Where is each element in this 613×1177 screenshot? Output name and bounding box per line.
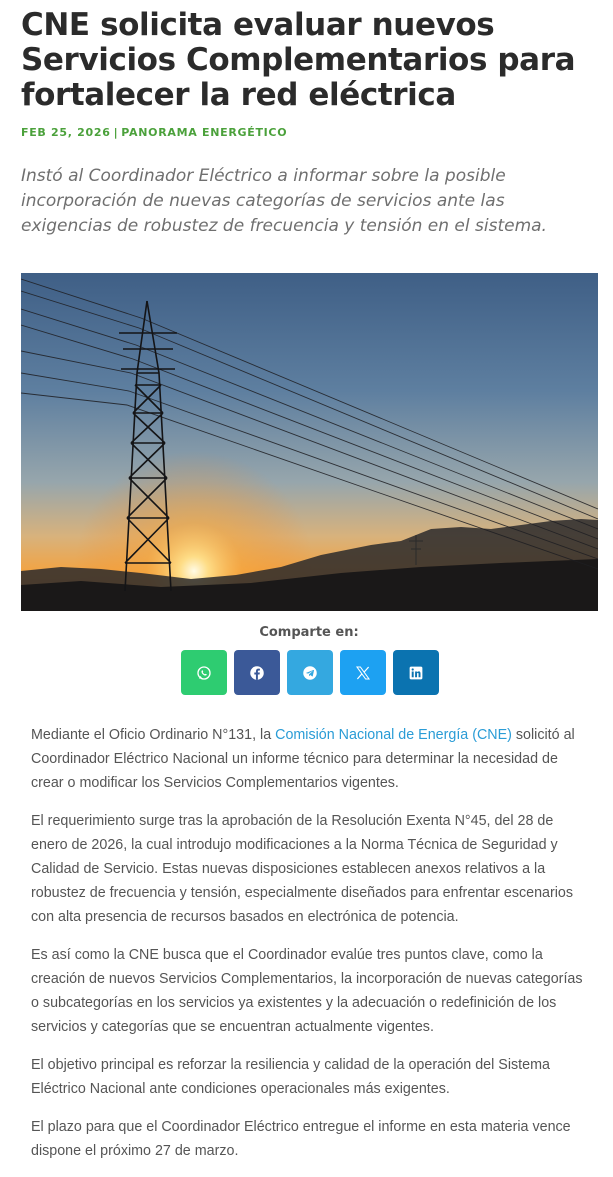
- article-lead: Instó al Coordinador Eléctrico a informar sobre la posible incorporación de nuevas categorías de servicios ante las exigencias de robustez de frecuencia y tensión en el sistema.: [21, 166, 547, 236]
- article-meta: [21, 126, 287, 139]
- body-paragraph-2: El requerimiento surge tras la aprobación de la Resolución Exenta N°45, del 28 de enero de 2026, la cual introdujo modificaciones a la Norma Técnica de Seguridad y Calidad de Servicio. Estas nuevas disposiciones establecen anexos relativos a la robustez de frecuencia y tensión, especialmente diseñados para enfrentar escenarios con alta presencia de recursos basados en electrónica de potencia.: [31, 813, 574, 925]
- cne-link[interactable]: Comisión Nacional de Energía (CNE): [275, 727, 512, 743]
- facebook-icon: [248, 664, 266, 682]
- article-title: CNE solicita evaluar nuevos Servicios Complementarios para fortalecer la red eléctrica: [21, 7, 576, 113]
- whatsapp-share-button[interactable]: [181, 650, 227, 695]
- article-date: FEB 25, 2026: [21, 126, 111, 139]
- article-body: [31, 723, 591, 1177]
- whatsapp-icon: [195, 664, 213, 682]
- article-category[interactable]: PANORAMA ENERGÉTICO: [121, 126, 288, 139]
- body-paragraph-5: El plazo para que el Coordinador Eléctrico entregue el informe en esta materia vence dispone el próximo 27 de marzo.: [31, 1119, 571, 1159]
- meta-separator: |: [113, 126, 119, 139]
- telegram-icon: [301, 664, 319, 682]
- facebook-share-button[interactable]: [234, 650, 280, 695]
- body-paragraph-1: Mediante el Oficio Ordinario N°131, la Comisión Nacional de Energía (CNE) solicitó al Coordinador Eléctrico Nacional un informe técnico para determinar la necesidad de crear o modificar los Servicios Complementarios vigentes.: [31, 727, 575, 791]
- telegram-share-button[interactable]: [287, 650, 333, 695]
- x-icon: [354, 664, 372, 682]
- body-paragraph-4: El objetivo principal es reforzar la resiliencia y calidad de la operación del Sistema Eléctrico Nacional ante condiciones operacionales más exigentes.: [31, 1057, 550, 1097]
- share-label: Comparte en:: [259, 625, 359, 640]
- linkedin-share-button[interactable]: [393, 650, 439, 695]
- linkedin-icon: [407, 664, 425, 682]
- body-paragraph-3: Es así como la CNE busca que el Coordinador evalúe tres puntos clave, como la creación de nuevos Servicios Complementarios, la incorporación de nuevas categorías o subcategorías en los servicios ya existentes y la adecuación o redefinición de los servicios y categorías que se encuentran actualmente vigentes.: [31, 947, 583, 1035]
- hero-image: [21, 273, 598, 611]
- x-share-button[interactable]: [340, 650, 386, 695]
- share-buttons: [181, 650, 439, 695]
